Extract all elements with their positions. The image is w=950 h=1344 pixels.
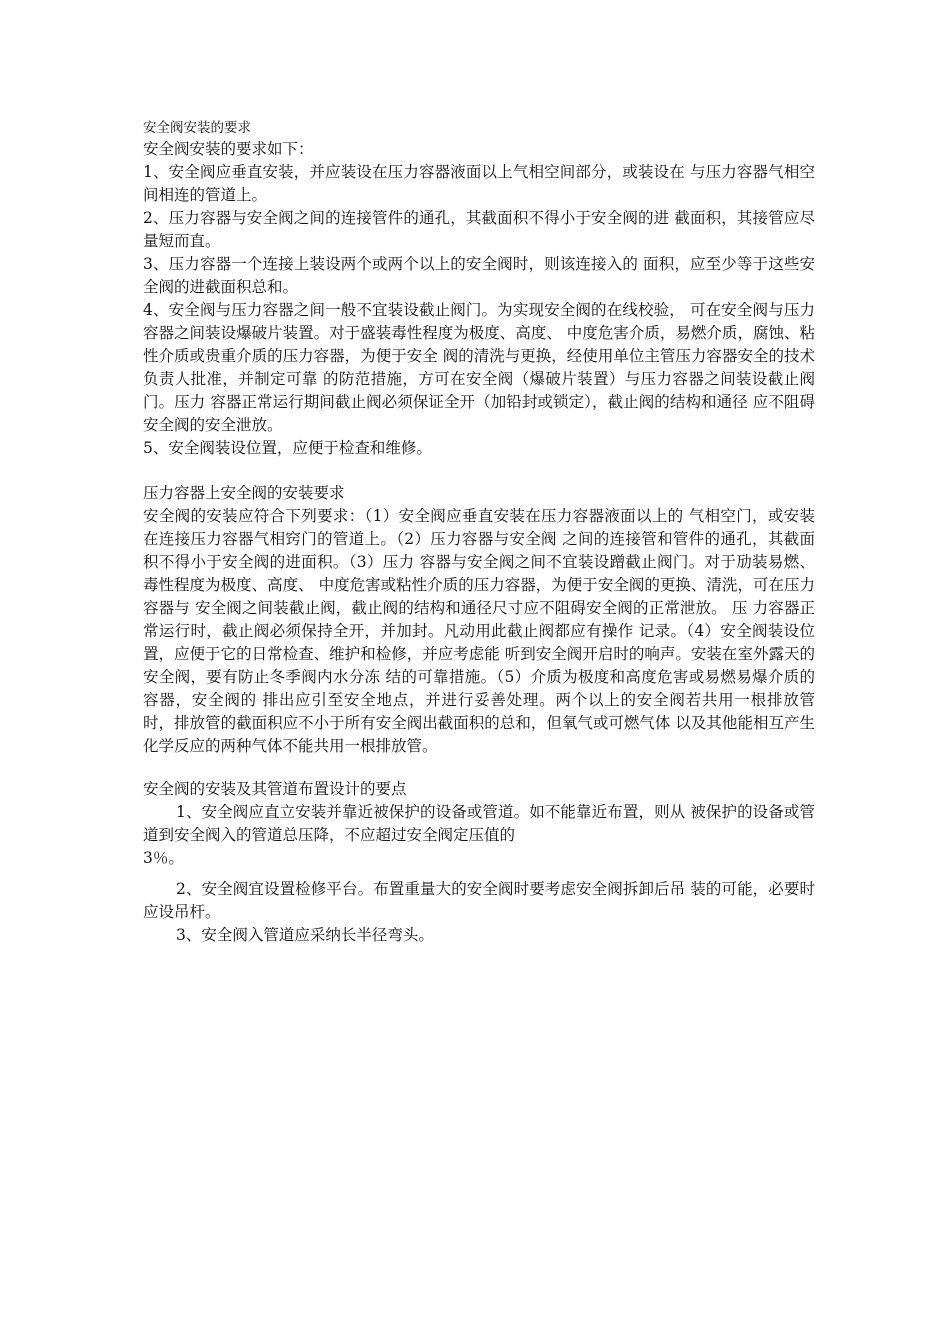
section1-intro: 安全阀安装的要求如下：: [143, 140, 314, 158]
section3-title: 安全阀的安装及其管道布置设计的要点: [143, 780, 407, 798]
section1-item-4: 4、安全阀与压力容器之间一般不宜装设截止阀门。为实现安全阀的在线校验， 可在安全阀与压力容器之间装设爆破片装置。对于盛装毒性程度为极度、高度、 中度危害介质，易燃介质，腐蚀、粘性介质或贵重介质的压力容器，为便于安全 阀的清洗与更换，经使用单位主管压力容器安全的技术负责人批准，并制定可靠 的防范措施，方可在安全阀（爆破片装置）与压力容器之间装设截止阀门。压力 容器正常运行期间截止阀必须保证全开（加铅封或锁定），截止阀的结构和通径 应不阻碍安全阀的安全泄放。: [143, 301, 815, 434]
section2-body: 安全阀的安装应符合下列要求：（1）安全阀应垂直安装在压力容器液面以上的 气相空门，或安装在连接压力容器气相窍门的管道上。（2）压力容器与安全阀 之间的连接管和管件的通孔，其截面积不得小于安全阀的进面积。（3）压力 容器与安全阀之间不宜装设蹭截止阀门。对于劢装易燃、毒性程度为极度、高度、 中度危害或粘性介质的压力容器，为便于安全阀的更换、清洗，可在压力容器与 安全阀之间装截止阀，截止阀的结构和通径尺寸应不阻碍安全阀的正常泄放。 压 力容器正常运行时，截止阀必须保持全开，并加封。凡动用此截止阀都应有操作 记录。（4）安全阀装设位置，应便于它的日常检查、维护和检修，并应考虑能 听到安全阀开启时的响声。安装在室外露天的安全阀，要有防止冬季阀内水分冻 结的可靠措施。（5）介质为极度和高度危害或易燃易爆介质的容器，安全阀的 排出应引至安全地点，并进行妥善处理。两个以上的安全阀若共用一根排放管 时，排放管的截面积应不小于所有安全阀出截面积的总和，但氧气或可燃气体 以及其他能相互产生化学反应的两种气体不能共用一根排放管。: [143, 507, 815, 755]
section3-item-3: 3、安全阀入管道应采纳长半径弯头。: [176, 926, 434, 944]
section-spacer: [143, 758, 815, 778]
section3-item-1: 1、安全阀应直立安装并靠近被保护的设备或管道。如不能靠近布置，则从 被保护的设备或管道到安全阀入的管道总压降，不应超过安全阀定压值的: [143, 803, 815, 844]
section2-title: 压力容器上安全阀的安装要求: [143, 484, 345, 502]
section3-item-1-tail: 3％。: [143, 849, 184, 867]
paragraph-spacer: [143, 870, 815, 878]
document-page: [143, 118, 815, 947]
section1-item-3: 3、压力容器一个连接上装设两个或两个以上的安全阀时，则该连接入的 面积，应至少等于这些安全阀的进截面积总和。: [143, 255, 815, 296]
section1-item-5: 5、安全阀装设位置，应便于检查和维修。: [143, 439, 432, 457]
section-spacer: [143, 460, 815, 482]
section1-item-1: 1、安全阀应垂直安装，并应装设在压力容器液面以上气相空间部分，或装设在 与压力容器气相空间相连的管道上。: [143, 163, 815, 204]
section1-item-2: 2、压力容器与安全阀之间的连接管件的通孔，其截面积不得小于安全阀的进 截面积，其接管应尽量短而直。: [143, 209, 815, 250]
section3-item-2: 2、安全阀宜设置检修平台。布置重量大的安全阀时要考虑安全阀拆卸后吊 装的可能，必要时应设吊杆。: [143, 880, 815, 921]
section1-small-title: 安全阀安装的要求: [143, 120, 251, 136]
